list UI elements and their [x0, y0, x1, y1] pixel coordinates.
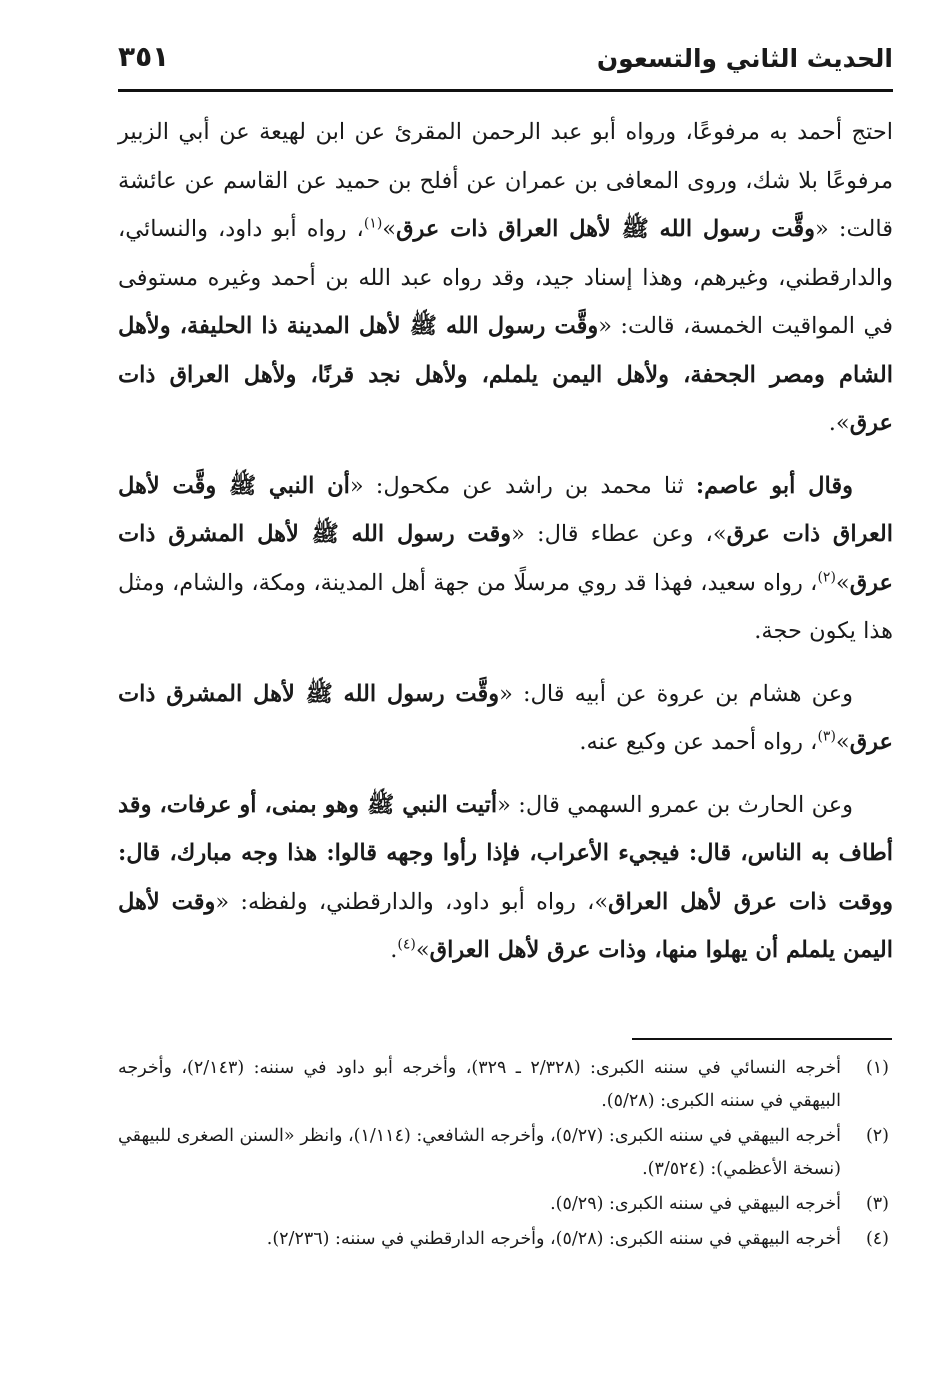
footnote-ref-4[interactable]: (٤): [397, 936, 416, 953]
footnote-number: (٣): [865, 1194, 889, 1214]
footnote-separator: [632, 1038, 892, 1040]
footnote-ref-3[interactable]: (٣): [817, 728, 836, 745]
paragraph-1: احتج أحمد به مرفوعًا، ورواه أبو عبد الرحمن المقرئ عن ابن لهيعة عن أبي الزبير مرفوعًا بلا شك، وروى المعافى بن عمران عن أفلح بن حميد عن القاسم عن عائشة قالت: «وقَّت رسول الله ﷺ لأهل العراق ذات عرق»$^{(١)}$، رواه أبو داود، والنسائي، والدارقطني، وغيرهم، وهذا إسناد جيد، وقد رواه عبد الله بن أحمد وغيره مستوفى في المواقيت الخمسة، قالت: «وقَّت رسول الله ﷺ لأهل المدينة ذا الحليفة، ولأهل الشام ومصر الجحفة، ولأهل اليمن يلملم، ولأهل نجد قرنًا، ولأهل العراق ذات عرق».: [118, 119, 893, 436]
footnote-text: أخرجه البيهقي في سننه الكبرى: (٥/٢٧)، وأخرجه الشافعي: (١/١١٤)، وانظر «السنن الصغرى للبيهقي (نسخة الأعظمي): (٣/٥٢٤).: [118, 1126, 841, 1179]
paragraph-4: وعن الحارث بن عمرو السهمي قال: «أتيت النبي ﷺ وهو بمنى، أو عرفات، وقد أطاف به الناس، قال: فيجيء الأعراب، فإذا رأوا وجهه قالوا: هذا وجه مبارك، قال: ووقت ذات عرق لأهل العراق»، رواه أبو داود، والدارقطني، ولفظه: «وقت لأهل اليمن يلملم أن يهلوا منها، وذات عرق لأهل العراق»$^{(٤)}$.: [118, 791, 893, 963]
hadith-quote: أتيت النبي ﷺ وهو بمنى، أو عرفات، وقد أطاف به الناس، قال: فيجيء الأعراب، فإذا رأوا وجهه قالوا: هذا وجه مبارك، قال: ووقت ذات عرق لأهل العراق: [118, 791, 893, 915]
hadith-quote: وقَّت رسول الله ﷺ لأهل المشرق ذات عرق: [118, 680, 893, 755]
footnote-number: (٤): [865, 1229, 889, 1249]
footnote-2: [118, 1120, 893, 1186]
chapter-title: الحديث الثاني والتسعون: [596, 44, 893, 73]
footnote-ref-2[interactable]: (٢): [817, 569, 836, 585]
narrator-name: وقال أبو عاصم:: [695, 472, 853, 499]
footnote-text: أخرجه البيهقي في سننه الكبرى: (٥/٢٨)، وأخرجه الدارقطني في سننه: (٢/٢٣٦).: [266, 1229, 841, 1249]
page-header: [118, 38, 893, 88]
footnote-number: (١): [865, 1058, 889, 1078]
footnote-3: [118, 1188, 893, 1221]
footnote-text: أخرجه البيهقي في سننه الكبرى: (٥/٢٩).: [550, 1194, 841, 1214]
paragraph-3: وعن هشام بن عروة عن أبيه قال: «وقَّت رسول الله ﷺ لأهل المشرق ذات عرق»$^{(٣)}$، رواه أحمد عن وكيع عنه.: [118, 680, 893, 755]
hadith-quote: وقَّت رسول الله ﷺ لأهل المدينة ذا الحليفة، ولأهل الشام ومصر الجحفة، ولأهل اليمن يلملم، ولأهل نجد قرنًا، ولأهل العراق ذات عرق: [118, 313, 893, 436]
hadith-quote: أن النبي ﷺ وقَّت لأهل العراق ذات عرق: [118, 472, 893, 547]
header-rule: [118, 89, 893, 92]
paragraph-2: وقال أبو عاصم: ثنا محمد بن راشد عن مكحول: «أن النبي ﷺ وقَّت لأهل العراق ذات عرق»، وعن عطاء قال: «وقت رسول الله ﷺ لأهل المشرق ذات عرق»$^{(٢)}$، رواه سعيد، فهذا قد روي مرسلًا من جهة أهل المدينة، ومكة، والشام، ومثل هذا يكون حجة.: [118, 472, 893, 644]
hadith-quote: وقت لأهل اليمن يلملم أن يهلوا منها، وذات عرق لأهل العراق: [118, 888, 893, 963]
hadith-quote: وقت رسول الله ﷺ لأهل المشرق ذات عرق: [118, 521, 893, 596]
footnote-4: [118, 1223, 893, 1256]
footnote-1: [118, 1052, 893, 1118]
footnotes: [118, 1052, 893, 1258]
main-text: [118, 108, 893, 975]
footnote-ref-1[interactable]: (١): [363, 215, 383, 232]
page-number: ٣٥١: [118, 40, 170, 73]
hadith-quote: وقَّت رسول الله ﷺ لأهل العراق ذات عرق: [396, 216, 816, 242]
footnote-number: (٢): [865, 1126, 889, 1146]
footnote-text: أخرجه النسائي في سننه الكبرى: (٢/٣٢٨ ـ ٣٢٩)، وأخرجه أبو داود في سننه: (٢/١٤٣)، وأخرجه البيهقي في سننه الكبرى: (٥/٢٨).: [118, 1058, 842, 1111]
